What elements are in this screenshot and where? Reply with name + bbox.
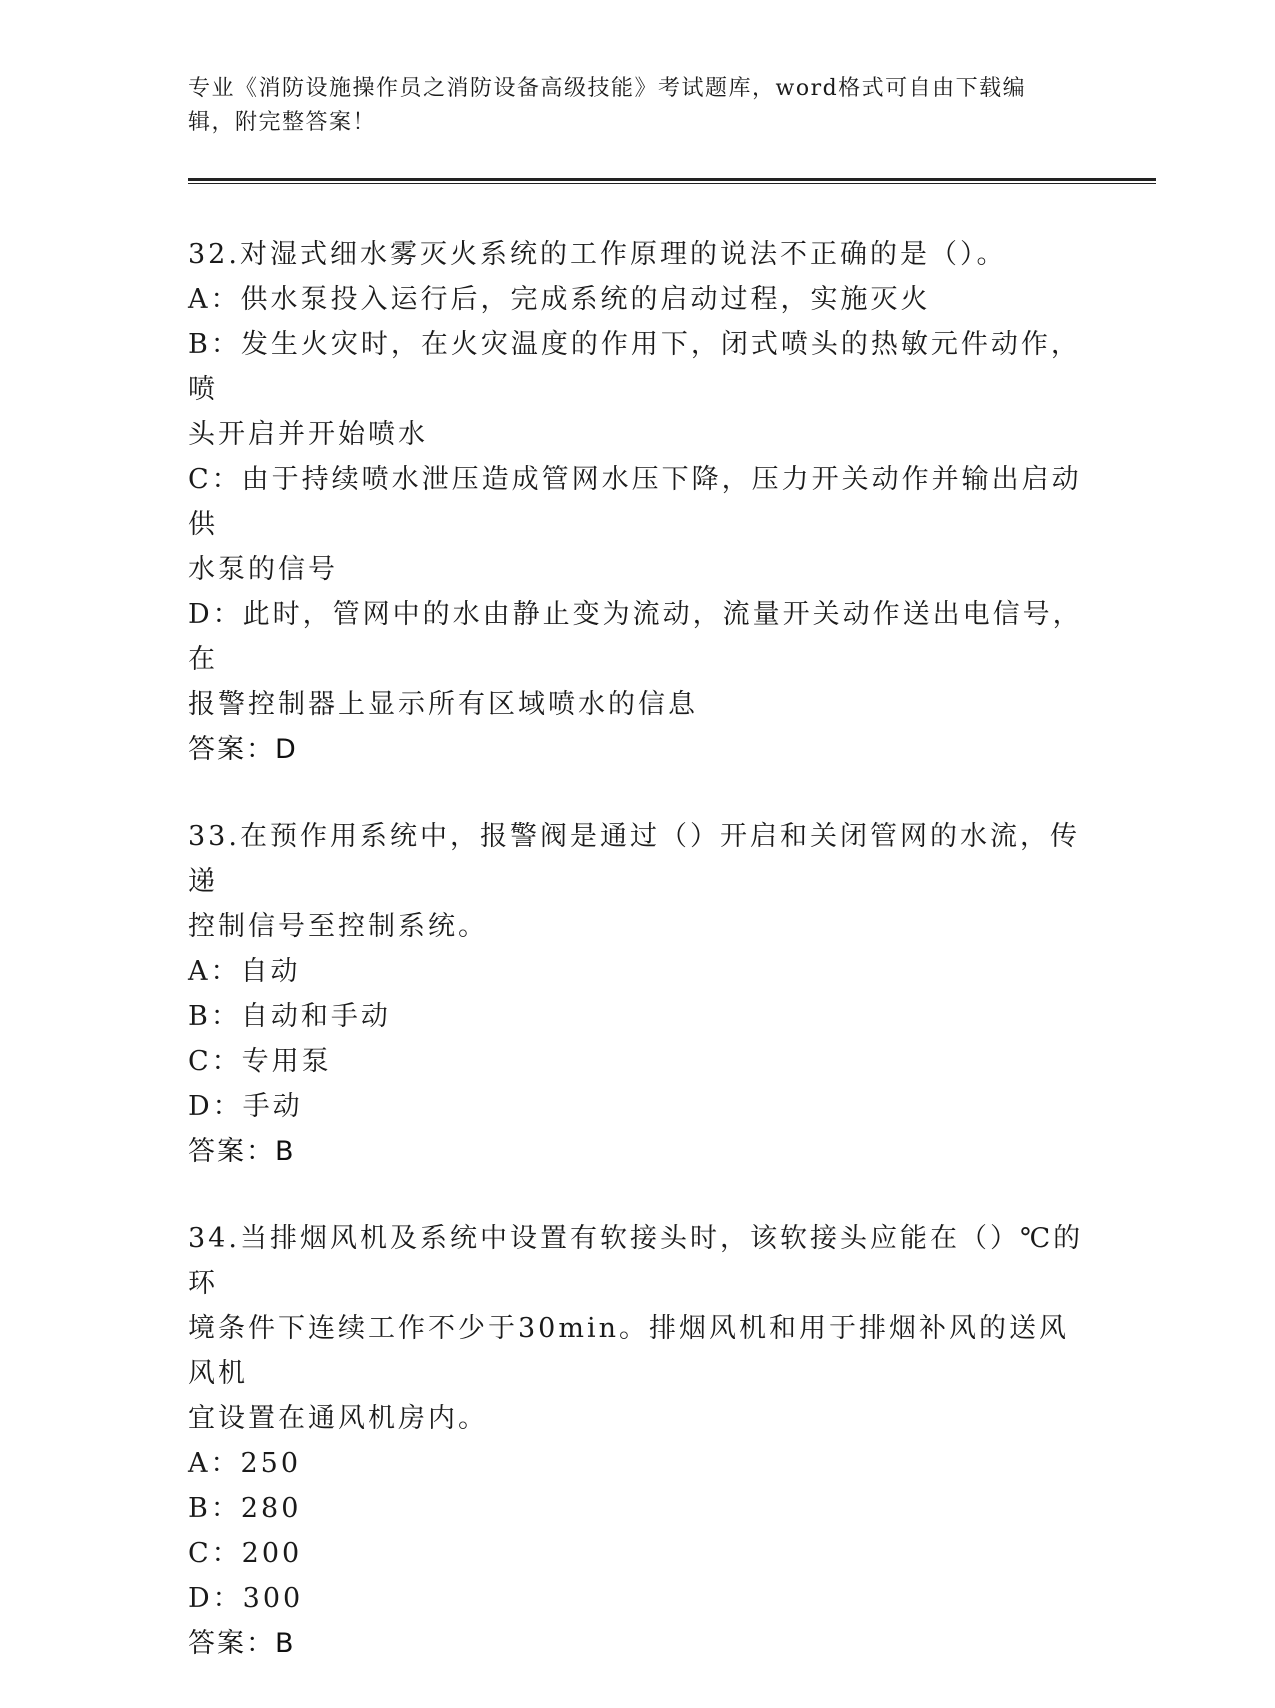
header-line-1: 专业《消防设施操作员之消防设备高级技能》考试题库，word格式可自由下载编 (188, 76, 1027, 101)
question-option: 头开启并开始喷水 (188, 419, 428, 450)
question-stem: 宜设置在通风机房内。 (188, 1403, 488, 1434)
question-answer: 答案：B (188, 1136, 296, 1167)
question-option: B：280 (188, 1493, 302, 1524)
question-stem: 34.当排烟风机及系统中设置有软接头时，该软接头应能在（）℃的环 (188, 1223, 1084, 1299)
question-stem: 控制信号至控制系统。 (188, 911, 488, 942)
question-stem: 33.在预作用系统中，报警阀是通过（）开启和关闭管网的水流，传递 (188, 821, 1080, 897)
question-list (188, 232, 1088, 1708)
question-option: D：手动 (188, 1091, 303, 1122)
question-option: B：自动和手动 (188, 1001, 391, 1032)
question-answer: 答案：B (188, 1628, 296, 1659)
question-option: 水泵的信号 (188, 554, 338, 585)
question-stem: 境条件下连续工作不少于30min。排烟风机和用于排烟补风的送风风机 (188, 1313, 1069, 1389)
question-option: C：专用泵 (188, 1046, 332, 1077)
document-header (188, 72, 1088, 140)
question-option: C：由于持续喷水泄压造成管网水压下降，压力开关动作并输出启动供 (188, 464, 1082, 540)
question-answer: 答案：D (188, 734, 298, 765)
question-option: A：自动 (188, 956, 301, 987)
question-stem: 32.对湿式细水雾灭火系统的工作原理的说法不正确的是（）。 (188, 239, 1007, 270)
question-option: C：200 (188, 1538, 303, 1569)
question-block (188, 1216, 1088, 1666)
header-divider-thin (188, 183, 1156, 184)
question-option: 报警控制器上显示所有区域喷水的信息 (188, 689, 698, 720)
question-option: A：供水泵投入运行后，完成系统的启动过程，实施灭火 (188, 284, 931, 315)
question-option: B：发生火灾时，在火灾温度的作用下，闭式喷头的热敏元件动作，喷 (188, 329, 1081, 405)
question-option: D：300 (188, 1583, 304, 1614)
question-block (188, 814, 1088, 1174)
question-option: A：250 (188, 1448, 302, 1479)
header-divider-thick (188, 178, 1156, 181)
header-line-2: 辑，附完整答案！ (188, 110, 377, 135)
question-block (188, 232, 1088, 772)
question-option: D：此时，管网中的水由静止变为流动，流量开关动作送出电信号，在 (188, 599, 1083, 675)
